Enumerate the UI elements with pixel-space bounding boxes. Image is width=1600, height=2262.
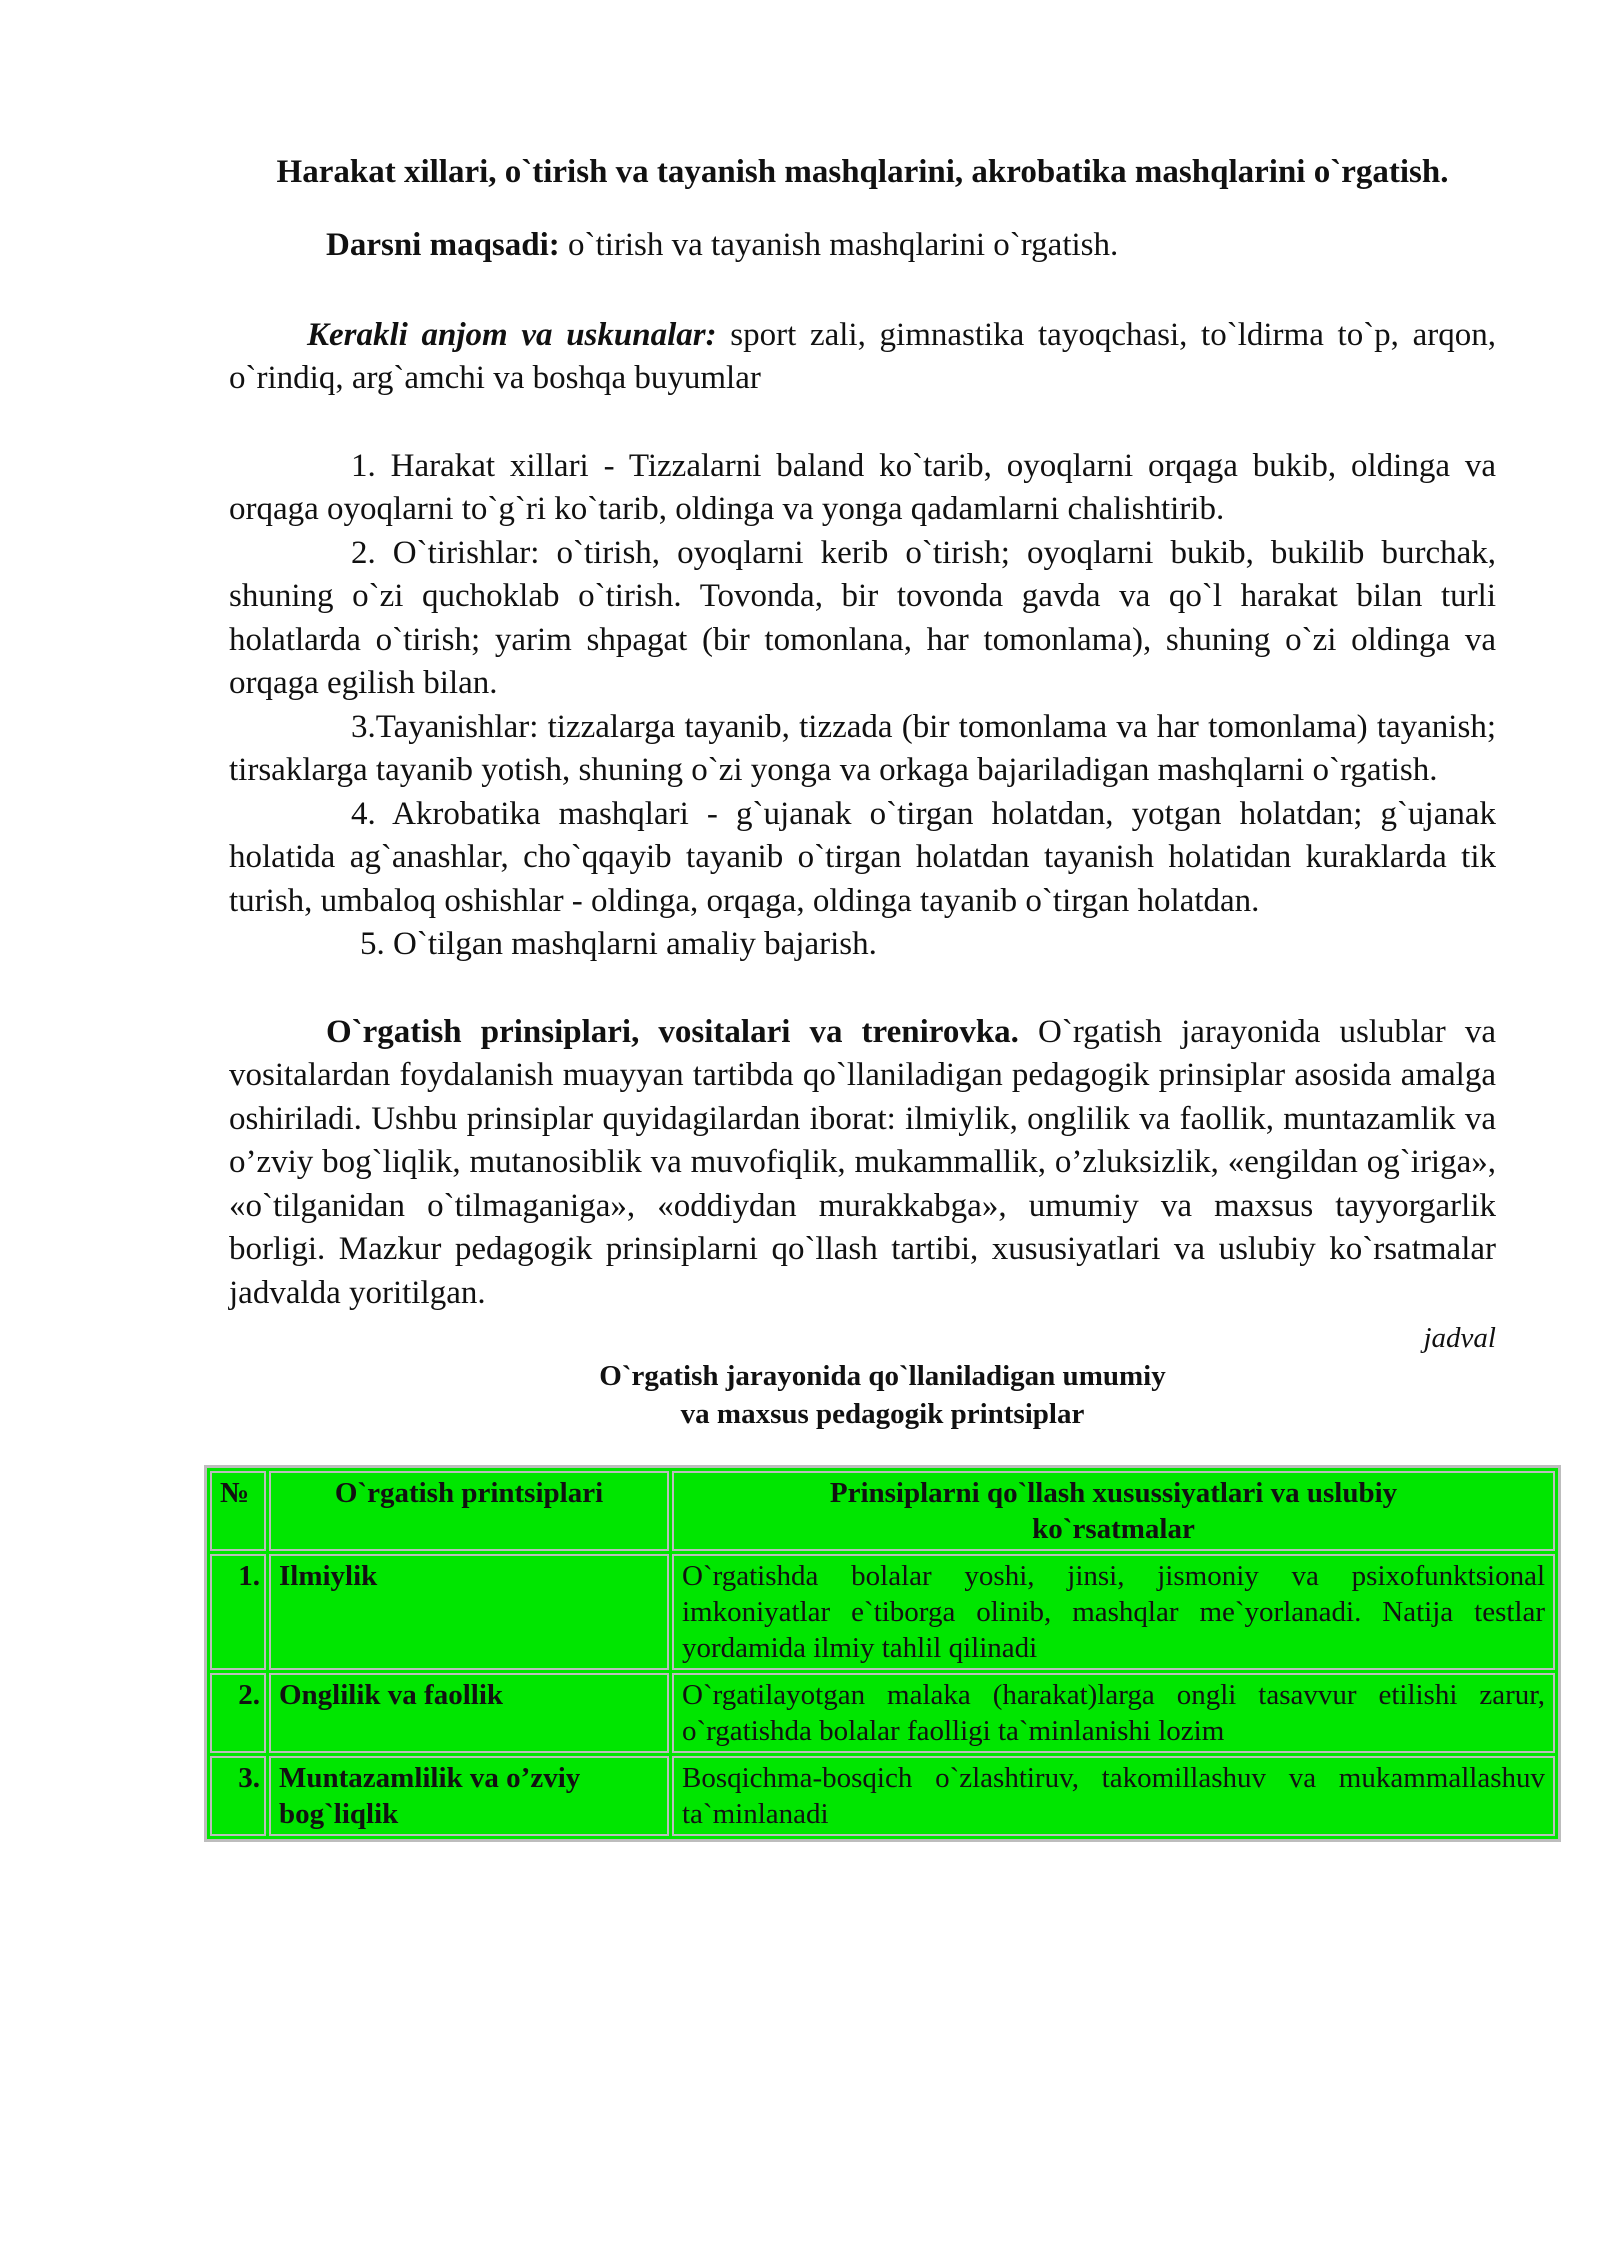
goal-label: Darsni maqsadi: <box>326 227 560 263</box>
exercise-list <box>229 445 1496 967</box>
principles-table <box>204 1465 1561 1842</box>
tools-label: Kerakli anjom va uskunalar: <box>307 316 717 353</box>
list-item-5: 5. O`tilgan mashqlarni amaliy bajarish. <box>360 926 877 962</box>
principles-table-wrapper <box>204 1465 1561 1842</box>
table-label-jadval: jadval <box>1423 1322 1496 1354</box>
row-guidance: O`rgatilayotgan malaka (harakat)larga ongli tasavvur etilishi zarur, o`rgatishda bolalar faolligi ta`minlanishi lozim <box>672 1673 1555 1753</box>
row-principle: Muntazamlilik va o’zviy bog`liqlik <box>269 1756 669 1836</box>
row-number: 2. <box>210 1673 266 1753</box>
header-guidance: Prinsiplarni qo`llash xusussiyatlari va uslubiy ko`rsatmalar <box>672 1471 1555 1551</box>
tools-text: sport zali, gimnastika tayoqchasi, to`ldirma to`p, arqon, o`rindiq, arg`amchi va boshqa buyumlar <box>229 316 1496 396</box>
table-row <box>210 1673 1555 1753</box>
table-row <box>210 1554 1555 1670</box>
page-title: Harakat xillari, o`tirish va tayanish mashqlarini, akrobatika mashqlarini o`rgatish. <box>276 154 1449 190</box>
row-principle: Ilmiylik <box>269 1554 669 1670</box>
table-header-row <box>210 1471 1555 1551</box>
table-caption <box>229 1357 1496 1433</box>
principles-label: O`rgatish prinsiplari, vositalari va trenirovka. <box>326 1013 1019 1050</box>
header-principle: O`rgatish printsiplari <box>269 1471 669 1551</box>
goal-paragraph <box>229 224 1496 268</box>
row-number: 3. <box>210 1756 266 1836</box>
list-item-4: 4. Akrobatika mashqlari - g`ujanak o`tirgan holatdan, yotgan holatdan; g`ujanak holatida ag`anashlar, cho`qqayib tayanib o`tirgan holatdan tayanish holatidan kuraklarda tik turish, umbaloq oshishlar - oldinga, orqaga, oldinga tayanib o`tirgan holatdan. <box>229 795 1496 919</box>
row-guidance: O`rgatishda bolalar yoshi, jinsi, jismoniy va psixofunktsional imkoniyatlar e`tiborga olinib, mashqlar me`yorlanadi. Natija testlar yordamida ilmiy tahlil qilinadi <box>672 1554 1555 1670</box>
header-number: № <box>210 1471 266 1551</box>
principles-paragraph <box>229 1011 1496 1316</box>
document-page <box>220 150 1545 1842</box>
row-guidance: Bosqichma-bosqich o`zlashtiruv, takomillashuv va mukammallashuv ta`minlanadi <box>672 1756 1555 1836</box>
table-caption-line-1: O`rgatish jarayonida qo`llaniladigan umumiy <box>599 1360 1166 1392</box>
table-caption-line-2: va maxsus pedagogik printsiplar <box>680 1398 1085 1430</box>
list-item-2: 2. O`tirishlar: o`tirish, oyoqlarni kerib o`tirish; oyoqlarni bukib, bukilib burchak, shuning o`zi quchoklab o`tirish. Tovonda, bir tovonda gavda va qo`l harakat bilan turli holatlarda o`tirish; yarim shpagat (bir tomonlana, har tomonlama), shuning o`zi oldinga va orqaga egilish bilan. <box>229 534 1496 701</box>
principles-text: O`rgatish jarayonida uslublar va vositalardan foydalanish muayyan tartibda qo`llaniladigan pedagogik prinsiplar asosida amalga oshiriladi. Ushbu prinsiplar quyidagilardan iborat: ilmiylik, onglilik va faollik, muntazamlik va o’zviy bog`liqlik, mutanosiblik va muvofiqlik, mukammallik, o’zluksizlik, «engildan og`iriga», «o`tilganidan o`tilmaganiga», «oddiydan murakkabga», umumiy va maxsus tayyorgarlik borligi. Mazkur pedagogik prinsiplarni qo`llash tartibi, xususiyatlari va uslubiy ko`rsatmalar jadvalda yoritilgan. <box>229 1013 1496 1311</box>
list-item-1: 1. Harakat xillari - Tizzalarni baland ko`tarib, oyoqlarni orqaga bukib, oldinga va orqaga oyoqlarni to`g`ri ko`tarib, oldinga va yonga qadamlarni chalishtirib. <box>229 447 1496 527</box>
list-item-3: 3.Tayanishlar: tizzalarga tayanib, tizzada (bir tomonlama va har tomonlama) tayanish; tirsaklarga tayanib yotish, shuning o`zi yonga va orkaga bajariladigan mashqlarni o`rgatish. <box>229 708 1496 788</box>
table-row <box>210 1756 1555 1836</box>
tools-paragraph <box>229 314 1496 401</box>
row-principle: Onglilik va faollik <box>269 1673 669 1753</box>
row-number: 1. <box>210 1554 266 1670</box>
goal-text: o`tirish va tayanish mashqlarini o`rgatish. <box>559 227 1119 263</box>
